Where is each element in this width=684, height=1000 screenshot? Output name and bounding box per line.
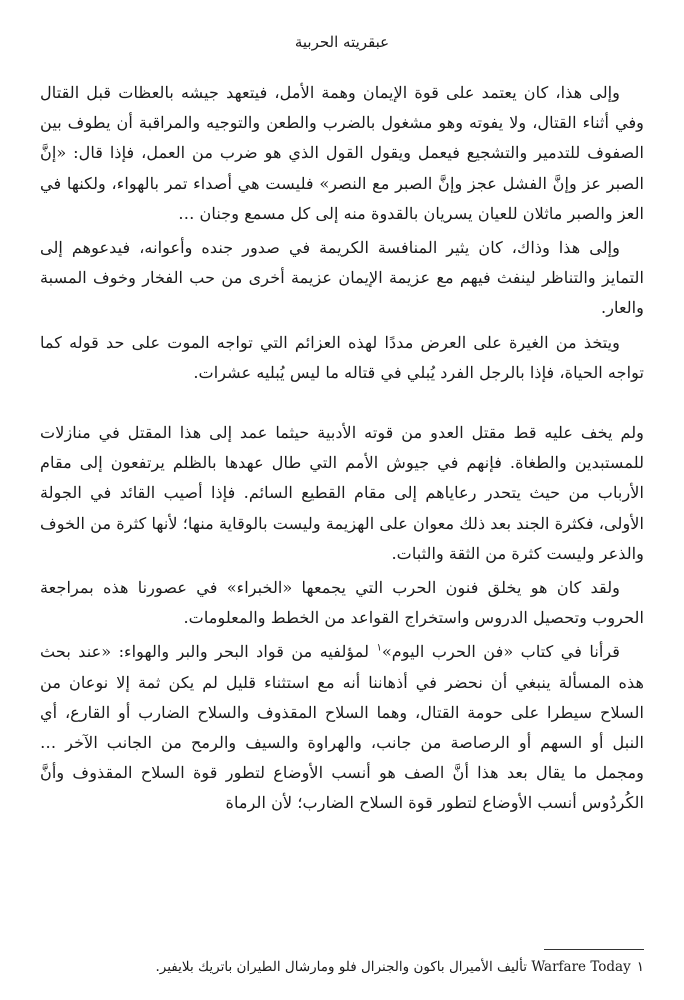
paragraph-text: قرأنا في كتاب «فن الحرب اليوم» [381, 642, 620, 662]
footnote [40, 957, 644, 977]
footnote-number: ١ [636, 959, 644, 975]
footnote-book-title: Warfare Today [531, 959, 631, 975]
paragraph: ولقد كان هو يخلق فنون الحرب التي يجمعها «الخبراء» في عصورنا هذه بمراجعة الحروب وتحصيل الدروس واستخراج القواعد من الخطط والمعلومات. [40, 578, 644, 628]
footnote-divider [544, 949, 644, 950]
paragraph: وإلى هذا، كان يعتمد على قوة الإيمان وهمة الأمل، فيتعهد جيشه بالعظات قبل القتال وفي أثناء القتال، ولا يفوته وهو مشغول بالضرب والطعن والتوجيه والمراقبة أن يطوف بين الصفوف للتدمير والتشجيع فيعمل ويقول القول الذي هو ضرب من العمل، فإذا قال: «إنَّ الصبر عز وإنَّ الفشل عجز وإنَّ الصبر مع النصر» فليست هي أصداء تمر بالهواء، ولكنها في العز والصبر ماثلان للعيان يسريان بالقدوة منه إلى كل مسمع وجنان … [40, 83, 644, 223]
paragraph: ويتخذ من الغيرة على العرض مددًا لهذه العزائم التي تواجه الموت على حد قوله كما تواجه الحياة، فإذا بالرجل الفرد يُبلي في قتاله ما ليس يُبليه عشرات. [40, 332, 644, 382]
page-header-title: عبقريته الحربية [294, 33, 390, 51]
body-text [40, 78, 644, 819]
book-page [40, 0, 644, 1000]
paragraph: ولم يخف عليه قط مقتل العدو من قوته الأدبية حيثما عمد إلى هذا المقتل في منازلات للمستبدين والطغاة. فإنهم في جيوش الأمم التي طال عهدها بالظلم يرتفعون إلى مقام الأرباب من حيث يتحدر رعاياهم إلى مقام القطيع السائم. فإذا أصيب القائد في الجولة الأولى، فكثرة الجند بعد ذلك معوان على الهزيمة وليست بالوقاية منها؛ لأنها كثرة من الخوف والذعر وليست كثرة من الثقة والثبات. [40, 423, 644, 563]
footnote-reference[interactable]: ١ [376, 643, 382, 655]
paragraph: وإلى هذا وذاك، كان يثير المنافسة الكريمة في صدور جنده وأعوانه، فيدعوهم إلى التمايز والتناظر لينفث فيهم مع عزيمة الإيمان عزيمة أخرى من حب الفخار وخوف المسبة والعار. [40, 238, 644, 318]
footnote-text: تأليف الأميرال باكون والجنرال فلو ومارشال الطيران باتريك بلايفير. [155, 959, 532, 975]
paragraph-text: لمؤلفيه من قواد البحر والبر والهواء: «عند بحث هذه المسألة ينبغي أن نحضر في أذهاننا أنه مع استثناء قليل لم يكن ثمة إلا نوعان من السلاح سيطرا على حومة القتال، وهما السلاح المقذوف والسلاح الضارب أو القارع، أي النبل أو السهم أو الرصاصة من جانب، والهراوة والسيف والرمح من الجانب الآخر … ومجمل ما يقال بعد هذا أنَّ الصف هو أنسب الأوضاع لتطور قوة السلاح المقذوف وأنَّ الكُردُوس أنسب الأوضاع لتطور قوة السلاح الضارب؛ لأن الرماة [40, 642, 644, 813]
paragraph-with-footnote-ref [40, 637, 644, 818]
